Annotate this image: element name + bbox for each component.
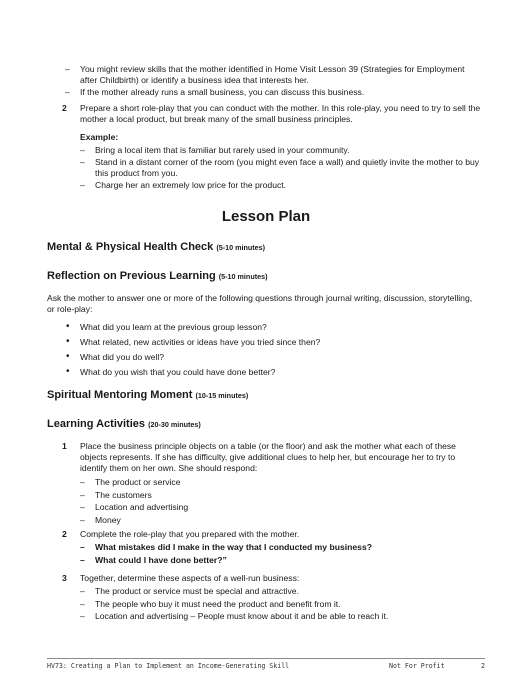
intro-dash-list bbox=[65, 64, 475, 98]
list-item: – Location and advertising bbox=[80, 502, 189, 513]
reflection-questions bbox=[62, 322, 472, 382]
example-label: Example: bbox=[80, 132, 119, 142]
prep-item-text: Prepare a short role-play that you can conduct with the mother. In this role-play, you need to try to sell the mother a local product, but break many of the small business principles. bbox=[80, 103, 481, 124]
list-item: – You might review skills that the mother identified in Home Visit Lesson 39 (Strategies for Employment after Childbirth) or identify a business idea that interests her. bbox=[65, 64, 465, 85]
activity-2-subs bbox=[80, 542, 480, 566]
section-reflection-heading: Reflection on Previous Learning (5-10 minutes) bbox=[47, 270, 268, 282]
list-item: – What could I have done better?” bbox=[80, 554, 227, 565]
list-item: – Charge her an extremely low price for the product. bbox=[80, 180, 287, 190]
activity-item-2: 2 Complete the role-play that you prepared with the mother. bbox=[62, 529, 300, 539]
list-item: – The people who buy it must need the product and benefit from it. bbox=[80, 598, 341, 609]
activity-1-subs bbox=[80, 477, 480, 526]
footer-lesson-title: HV73: Creating a Plan to Implement an Income-Generating Skill bbox=[47, 662, 290, 670]
prep-item: 2 Prepare a short role-play that you can conduct with the mother. In this role-play, you need to try to sell the mother a local product, but break many of the small business principles. bbox=[62, 103, 481, 124]
list-item: • What related, new activities or ideas have you tried since then? bbox=[66, 336, 321, 347]
list-item: – Location and advertising – People must know about it and be able to reach it. bbox=[80, 611, 389, 622]
activity-item-1: 1 Place the business principle objects on a table (or the floor) and ask the mother what each of these objects represents. If she has difficulty, give additional clues to help her, but encourage her to try to identify them on her own. She should respond: bbox=[62, 441, 456, 473]
example-list bbox=[80, 145, 480, 191]
list-item: – Stand in a distant corner of the room (you might even face a wall) and quietly invite the mother to buy this product from you. bbox=[80, 157, 480, 178]
list-item: • What did you do well? bbox=[66, 351, 165, 362]
reflection-intro: Ask the mother to answer one or more of the following questions through journal writing, discussion, storytelling, or role-play: bbox=[47, 293, 473, 314]
activity-3-subs bbox=[80, 586, 490, 622]
section-spiritual-heading: Spiritual Mentoring Moment (10-15 minutes) bbox=[47, 389, 249, 401]
list-item: – What mistakes did I make in the way that I conducted my business? bbox=[80, 542, 372, 552]
section-activities-heading: Learning Activities (20-30 minutes) bbox=[47, 418, 201, 430]
list-item: – Money bbox=[80, 515, 121, 526]
list-item: – If the mother already runs a small business, you can discuss this business. bbox=[65, 87, 365, 97]
list-item: – The product or service must be special and attractive. bbox=[80, 586, 299, 596]
page-footer bbox=[47, 658, 485, 670]
list-item: • What do you wish that you could have done better? bbox=[66, 366, 276, 377]
footer-not-for-profit: Not For Profit bbox=[389, 662, 445, 670]
list-item: – Bring a local item that is familiar but rarely used in your community. bbox=[80, 145, 350, 155]
list-item: – The customers bbox=[80, 489, 152, 500]
activity-item-3: 3 Together, determine these aspects of a well-run business: bbox=[62, 573, 300, 583]
list-item: – The product or service bbox=[80, 477, 181, 487]
footer-page-number: 2 bbox=[481, 662, 485, 670]
section-health-heading: Mental & Physical Health Check (5-10 minutes) bbox=[47, 241, 266, 253]
lesson-plan-title: Lesson Plan bbox=[221, 208, 311, 225]
list-item: • What did you learn at the previous group lesson? bbox=[66, 321, 267, 332]
